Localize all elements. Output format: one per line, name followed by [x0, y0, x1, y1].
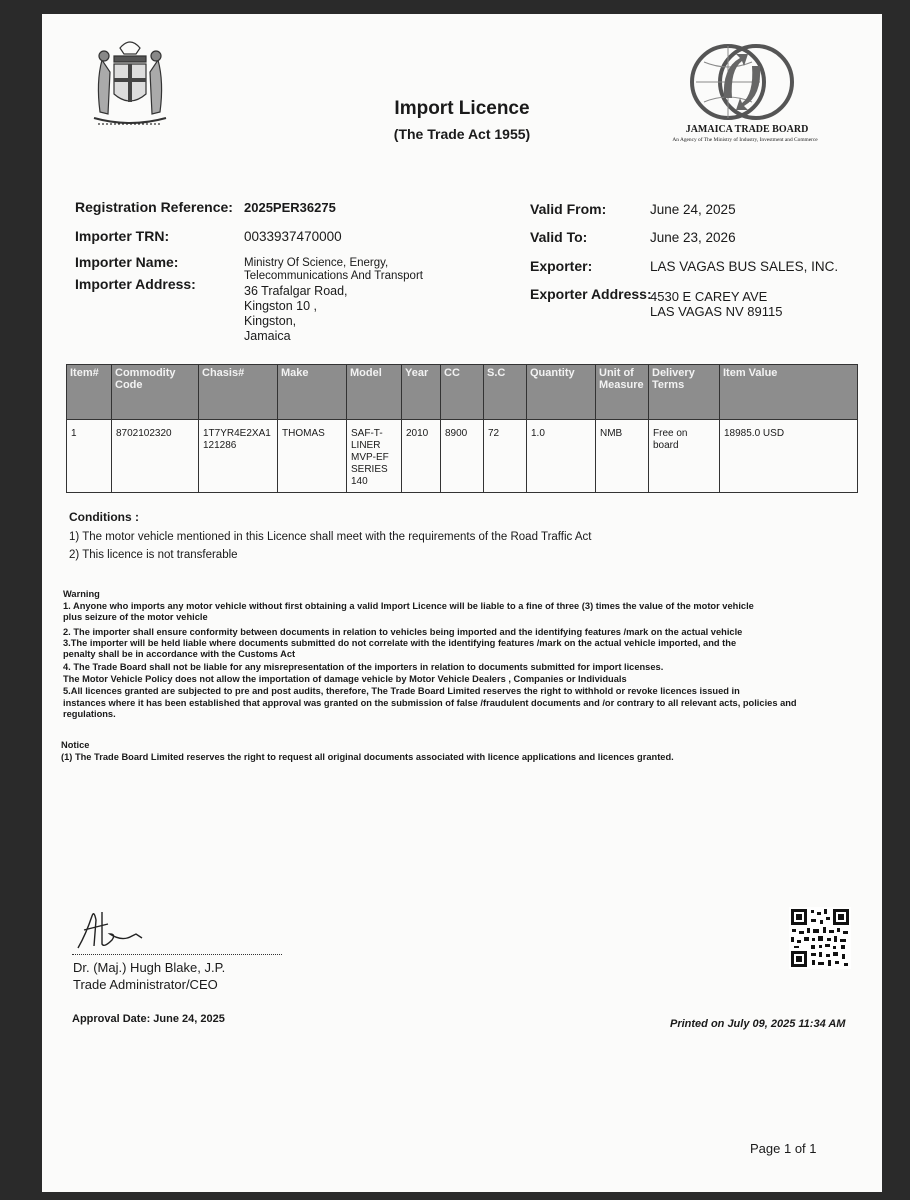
table-row — [67, 420, 858, 493]
valid-to-label: Valid To: — [530, 229, 588, 245]
warning-line: 4. The Trade Board shall not be liable for any misrepresentation of the importers in relation to documents submitted for import licenses. — [63, 662, 664, 672]
warning-line: 1. Anyone who imports any motor vehicle without first obtaining a valid Import Licence will be liable to a fine of three (3) times the value of the motor vehicle — [63, 601, 754, 611]
registration-reference-value: 2025PER36275 — [244, 200, 336, 215]
model-line: 140 — [351, 476, 368, 487]
valid-from-value: June 24, 2025 — [650, 202, 736, 217]
trade-board-tagline: An Agency of The Ministry of Industry, Investment and Commerce — [672, 137, 818, 143]
column-header: Delivery Terms — [649, 365, 720, 420]
unit-cell: NMB — [596, 420, 649, 493]
importer-name-label: Importer Name: — [75, 254, 179, 270]
model-cell — [347, 420, 402, 493]
printed-timestamp: Printed on July 09, 2025 11:34 AM — [670, 1018, 846, 1030]
model-line: SERIES — [351, 464, 388, 475]
importer-address-line: Kingston, — [244, 314, 297, 328]
importer-address-line: 36 Trafalgar Road, — [244, 284, 348, 298]
qr-code — [789, 907, 851, 969]
column-header: CC — [441, 365, 484, 420]
column-header: Item Value — [720, 365, 858, 420]
importer-address-line: Jamaica — [244, 329, 291, 343]
exporter-address-label: Exporter Address: — [530, 286, 652, 302]
warning-title: Warning — [63, 589, 100, 599]
warning-line: penalty shall be in accordance with the Customs Act — [63, 649, 296, 659]
warning-line: regulations. — [63, 709, 116, 719]
importer-trn-value: 0033937470000 — [244, 229, 342, 244]
importer-name-line1: Ministry Of Science, Energy, — [244, 257, 389, 269]
trade-board-logo — [682, 38, 802, 126]
warning-line: 3.The importer will be held liable where documents submitted do not correlate with the identifying features /mark on the actual vehicle imported, and the — [63, 638, 737, 648]
year-cell: 2010 — [402, 420, 441, 493]
chasis-line: 121286 — [203, 440, 237, 451]
column-header: Year — [402, 365, 441, 420]
make-cell: THOMAS — [278, 420, 347, 493]
delivery-cell: Free on board — [649, 420, 720, 493]
column-header: Chasis# — [199, 365, 278, 420]
warning-line: The Motor Vehicle Policy does not allow the importation of damage vehicle by Motor Vehicle Dealers , Companies or Individuals — [63, 674, 627, 684]
item-value-cell: 18985.0 USD — [720, 420, 858, 493]
chasis-line: 1T7YR4E2XA1 — [203, 428, 271, 439]
page-number: Page 1 of 1 — [750, 1141, 817, 1156]
column-header: Commodity Code — [112, 365, 199, 420]
warning-line: 5.All licences granted are subjected to pre and post audits, therefore, The Trade Board Limited reserves the right to withhold or revoke licences issued in — [63, 686, 740, 696]
column-header: Item# — [67, 365, 112, 420]
item-number-cell: 1 — [67, 420, 112, 493]
signer-role: Trade Administrator/CEO — [73, 977, 218, 992]
signature-line — [72, 954, 282, 955]
signature-image — [72, 904, 172, 954]
cc-cell: 8900 — [441, 420, 484, 493]
importer-address-label: Importer Address: — [75, 276, 196, 292]
model-line: LINER — [351, 440, 381, 451]
condition-item: 1) The motor vehicle mentioned in this Licence shall meet with the requirements of the Road Traffic Act — [69, 531, 592, 543]
warning-line: 2. The importer shall ensure conformity between documents in relation to vehicles being imported and the identifying features /mark on the actual vehicle — [63, 627, 743, 637]
exporter-label: Exporter: — [530, 258, 593, 274]
commodity-code-cell: 8702102320 — [112, 420, 199, 493]
chasis-cell — [199, 420, 278, 493]
importer-name-line2: Telecommunications And Transport — [244, 270, 423, 282]
importer-address-line: Kingston 10 , — [244, 299, 317, 313]
items-table — [66, 364, 858, 493]
registration-reference-label: Registration Reference: — [75, 199, 233, 215]
signer-name: Dr. (Maj.) Hugh Blake, J.P. — [73, 960, 226, 975]
column-header: Make — [278, 365, 347, 420]
column-header: S.C — [484, 365, 527, 420]
exporter-address-line: LAS VAGAS NV 89115 — [650, 304, 783, 319]
page-title: Import Licence — [394, 98, 530, 119]
exporter-address-line: 4530 E CAREY AVE — [650, 289, 768, 304]
table-header-row — [67, 365, 858, 420]
sc-cell: 72 — [484, 420, 527, 493]
warning-line: instances where it has been established that approval was granted on the submission of false /fraudulent documents and /or contrary to all relevant acts, policies and — [63, 698, 797, 708]
valid-from-label: Valid From: — [530, 201, 607, 217]
model-line: MVP-EF — [351, 452, 389, 463]
trade-board-name: JAMAICA TRADE BOARD — [685, 124, 809, 135]
column-header: Unit of Measure — [596, 365, 649, 420]
column-header: Model — [347, 365, 402, 420]
model-line: SAF-T- — [351, 428, 383, 439]
importer-trn-label: Importer TRN: — [75, 228, 170, 244]
notice-title: Notice — [61, 740, 90, 750]
notice-text: (1) The Trade Board Limited reserves the right to request all original documents associated with licence applications and licences granted. — [61, 752, 674, 762]
valid-to-value: June 23, 2026 — [650, 230, 736, 245]
exporter-value: LAS VAGAS BUS SALES, INC. — [650, 259, 839, 274]
quantity-cell: 1.0 — [527, 420, 596, 493]
warning-line: plus seizure of the motor vehicle — [63, 612, 208, 622]
licence-page — [42, 14, 882, 1192]
approval-date: Approval Date: June 24, 2025 — [72, 1013, 225, 1025]
conditions-title: Conditions : — [69, 510, 139, 524]
page-subtitle: (The Trade Act 1955) — [393, 126, 531, 142]
column-header: Quantity — [527, 365, 596, 420]
condition-item: 2) This licence is not transferable — [69, 549, 238, 561]
